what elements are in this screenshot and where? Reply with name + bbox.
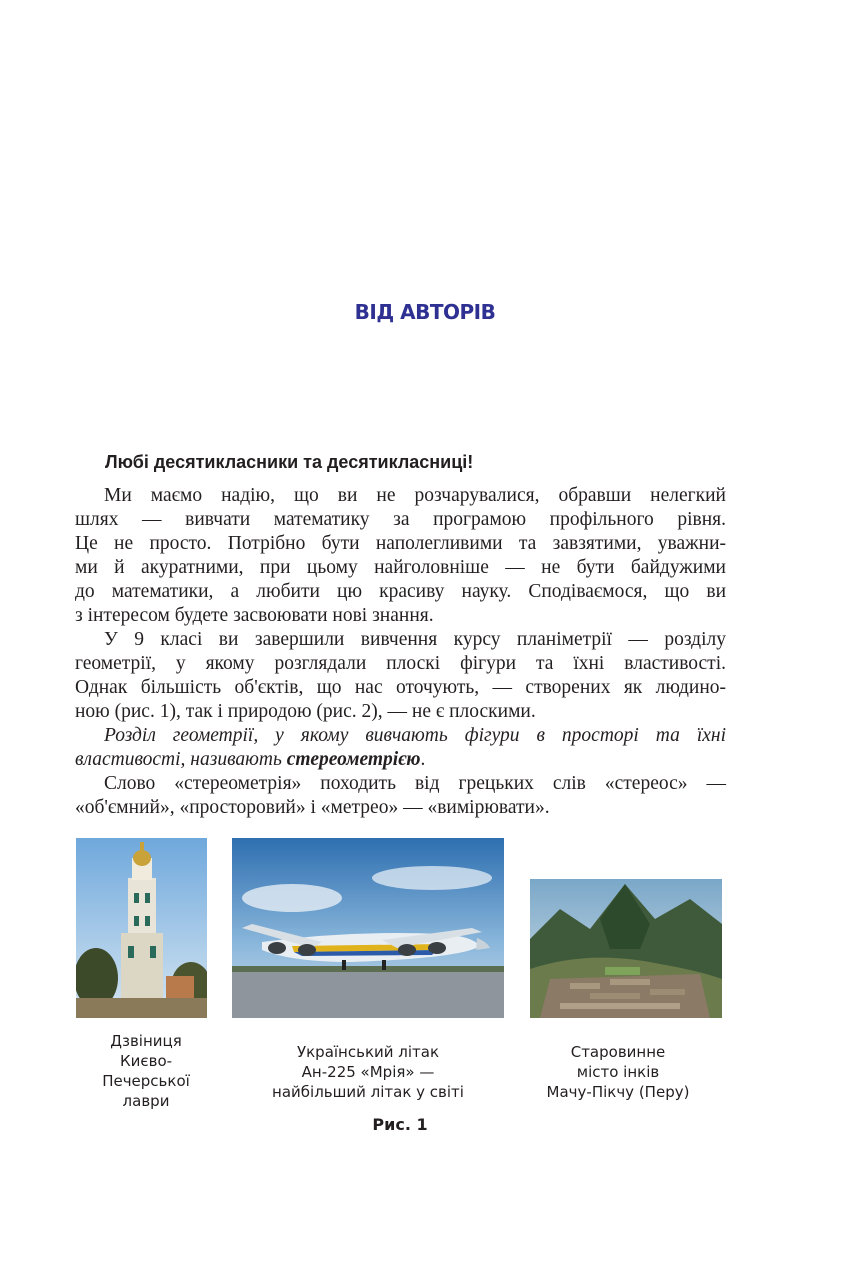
text-line: геометрії, у якому розглядали плоскі фігури та їхні властивості. bbox=[75, 653, 726, 674]
caption-line: Києво- bbox=[119, 1052, 173, 1070]
paragraph-3-definition bbox=[75, 724, 726, 772]
page-title: ВІД АВТОРІВ bbox=[354, 300, 496, 324]
caption-line: Печерської bbox=[102, 1072, 190, 1090]
caption-line: Український літак bbox=[296, 1043, 440, 1061]
text-line: з інтересом будете засвоювати нові знання. bbox=[75, 605, 434, 626]
text-line: Розділ геометрії, у якому вивчають фігури в просторі та їхні bbox=[104, 725, 726, 746]
bell-tower-photo bbox=[76, 838, 207, 1018]
paragraph-4 bbox=[75, 772, 726, 820]
caption-line: Дзвіниця bbox=[110, 1032, 182, 1050]
caption-line: найбільший літак у світі bbox=[272, 1083, 464, 1101]
text-line: Слово «стереометрія» походить від грецьких слів «стереос» — bbox=[104, 773, 726, 794]
caption-line: місто інків bbox=[576, 1063, 660, 1081]
machu-picchu-photo bbox=[530, 879, 722, 1018]
text-line: Ми маємо надію, що ви не розчарувалися, обравши нелегкий bbox=[104, 485, 726, 506]
caption-line: Старовинне bbox=[570, 1043, 666, 1061]
intro-text bbox=[75, 484, 726, 820]
period: . bbox=[420, 749, 426, 770]
caption-machu-picchu bbox=[520, 1042, 716, 1102]
definition-text: властивості, називають bbox=[75, 749, 287, 770]
caption-line: Мачу-Пікчу (Перу) bbox=[546, 1083, 690, 1101]
text-line: Однак більшість об'єктів, що нас оточують, — створених як людино- bbox=[75, 677, 726, 698]
caption-line: Ан-225 «Мрія» — bbox=[301, 1063, 435, 1081]
caption-airplane bbox=[232, 1042, 504, 1102]
text-line: ми й акуратними, при цьому найголовніше — не бути байдужими bbox=[75, 557, 726, 578]
text-line: шлях — вивчати математику за програмою профільного рівня. bbox=[75, 509, 726, 530]
paragraph-1 bbox=[75, 484, 726, 628]
figure-label: Рис. 1 bbox=[372, 1115, 428, 1134]
caption-line: лаври bbox=[122, 1092, 170, 1110]
text-line: ною (рис. 1), так і природою (рис. 2), — не є плоскими. bbox=[75, 701, 536, 722]
text-line: Це не просто. Потрібно бути наполегливими та завзятими, уважни- bbox=[75, 533, 726, 554]
text-line bbox=[75, 748, 726, 772]
airplane-photo bbox=[232, 838, 504, 1018]
text-line: У 9 класі ви завершили вивчення курсу планіметрії — розділу bbox=[104, 629, 726, 650]
paragraph-2 bbox=[75, 628, 726, 724]
term-stereometry: стереометрією bbox=[286, 749, 421, 770]
caption-bell-tower bbox=[76, 1031, 216, 1111]
text-line: «об'ємний», «просторовий» і «метрео» — «вимірювати». bbox=[75, 797, 550, 818]
greeting-heading: Любі десятикласники та десятикласниці! bbox=[105, 452, 474, 472]
text-line: до математики, а любити цю красиву науку. Сподіваємося, що ви bbox=[75, 581, 726, 602]
